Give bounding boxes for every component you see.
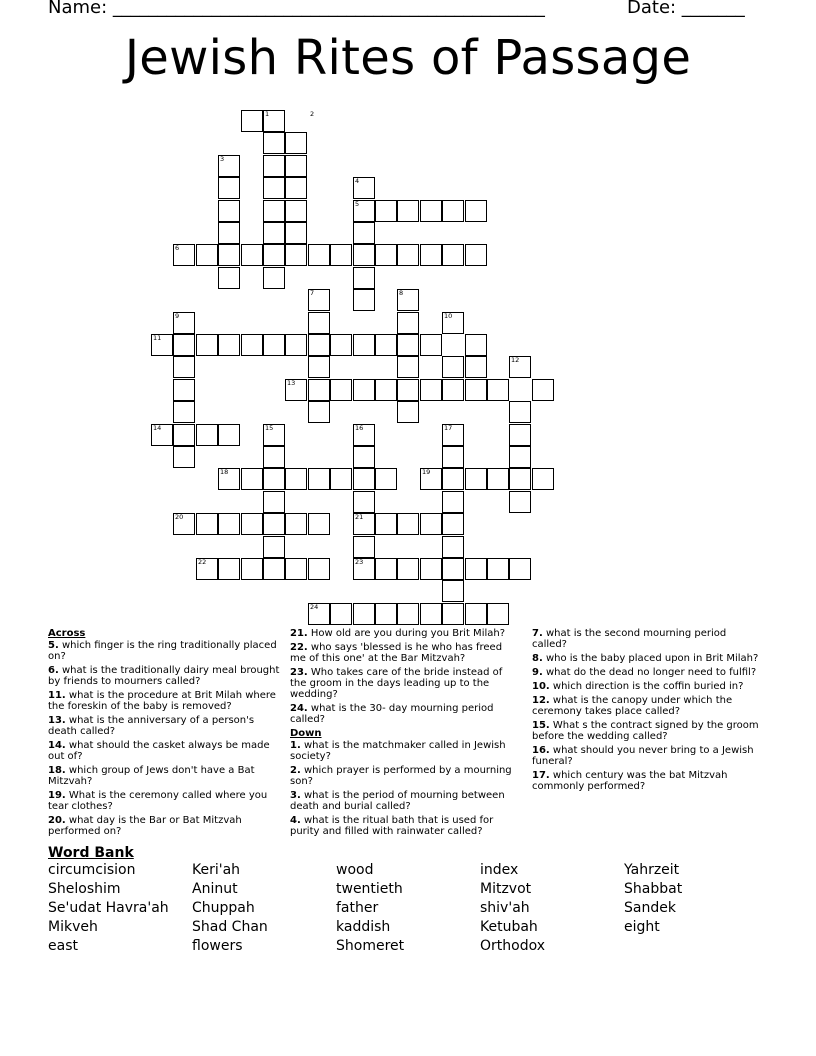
clue-number: 8 (399, 289, 404, 297)
clue-text: which century was the bat Mitzvah commonly performed? (532, 770, 728, 792)
grid-cell[interactable] (442, 580, 464, 602)
grid-cell[interactable] (465, 379, 487, 401)
word-bank-word: eight (624, 919, 660, 935)
grid-cell[interactable] (330, 244, 352, 266)
grid-cell[interactable] (218, 200, 240, 222)
clue-num: 20. (48, 815, 66, 826)
grid-cell[interactable] (263, 491, 285, 513)
clue (290, 790, 520, 812)
word-bank-word: Chuppah (192, 900, 255, 916)
clue-text: what is the matchmaker called in Jewish society? (290, 740, 506, 762)
grid-cell[interactable] (285, 177, 307, 199)
clue-num: 9. (532, 667, 543, 678)
grid-cell[interactable] (353, 267, 375, 289)
grid-cell[interactable] (375, 603, 397, 625)
clue-number: 5 (355, 200, 360, 208)
grid-cell[interactable] (173, 401, 195, 423)
grid-cell[interactable] (532, 468, 554, 490)
grid-cell[interactable] (420, 200, 442, 222)
clue (48, 790, 280, 812)
grid-cell[interactable] (420, 603, 442, 625)
grid-cell[interactable] (263, 513, 285, 535)
grid-cell[interactable] (532, 379, 554, 401)
clue-num: 16. (532, 745, 550, 756)
grid-cell[interactable] (465, 468, 487, 490)
grid-cell[interactable] (241, 558, 263, 580)
clue-number: 11 (153, 334, 162, 342)
word-bank-word: index (480, 862, 519, 878)
grid-cell[interactable] (263, 244, 285, 266)
clue-column-2 (290, 628, 520, 840)
clue (532, 770, 764, 792)
clue-num: 1. (290, 740, 301, 751)
clue-text: what should you never bring to a Jewish funeral? (532, 745, 754, 767)
grid-cell[interactable] (442, 446, 464, 468)
clue-number: 12 (511, 356, 520, 364)
clue-number: 17 (444, 424, 453, 432)
clue-text: what is the second mourning period called? (532, 628, 727, 650)
grid-cell[interactable] (465, 244, 487, 266)
grid-cell[interactable] (353, 379, 375, 401)
grid-cell[interactable] (397, 558, 419, 580)
word-bank (48, 845, 788, 954)
word-bank-word: Orthodox (480, 938, 546, 954)
grid-cell[interactable] (442, 491, 464, 513)
word-bank-word: Mikveh (48, 919, 98, 935)
grid-cell[interactable] (218, 244, 240, 266)
clue (48, 765, 280, 787)
clue-text: What s the contract signed by the groom before the wedding called? (532, 720, 759, 742)
grid-cell[interactable] (509, 401, 531, 423)
clue (532, 653, 764, 664)
word-bank-word: Aninut (192, 881, 238, 897)
name-field[interactable]: Name: ________________________________________________ (48, 0, 545, 18)
clue-number: 16 (355, 424, 364, 432)
grid-cell[interactable] (375, 513, 397, 535)
clue-num: 24. (290, 703, 308, 714)
grid-cell[interactable] (397, 379, 419, 401)
grid-cell[interactable] (218, 558, 240, 580)
grid-cell[interactable] (263, 200, 285, 222)
grid-cell[interactable] (285, 200, 307, 222)
word-bank-word: Ketubah (480, 919, 538, 935)
word-bank-word: Se'udat Havra'ah (48, 900, 169, 916)
clue-number: 20 (175, 513, 184, 521)
grid-cell[interactable] (285, 468, 307, 490)
clue-number: 10 (444, 312, 453, 320)
grid-cell[interactable] (509, 558, 531, 580)
clue-num: 22. (290, 642, 308, 653)
grid-cell[interactable] (353, 491, 375, 513)
grid-cell[interactable] (173, 356, 195, 378)
clue-column-3 (532, 628, 764, 795)
grid-cell[interactable] (218, 222, 240, 244)
clue-text: what should the casket always be made out of? (48, 740, 270, 762)
clue (290, 703, 520, 725)
word-bank-word: circumcision (48, 862, 136, 878)
grid-cell[interactable] (308, 379, 330, 401)
grid-cell[interactable] (308, 401, 330, 423)
grid-cell[interactable] (442, 379, 464, 401)
clue-num: 6. (48, 665, 59, 676)
clue-num: 7. (532, 628, 543, 639)
clue (532, 695, 764, 717)
grid-cell[interactable] (241, 334, 263, 356)
clue (48, 640, 280, 662)
grid-cell[interactable] (487, 603, 509, 625)
clue (48, 740, 280, 762)
grid-cell[interactable] (397, 334, 419, 356)
word-bank-word: Shabbat (624, 881, 683, 897)
grid-cell[interactable] (353, 289, 375, 311)
grid-cell[interactable] (442, 356, 464, 378)
grid-cell[interactable] (263, 558, 285, 580)
grid-cell[interactable] (173, 424, 195, 446)
clue-num: 19. (48, 790, 66, 801)
clue-number: 23 (355, 558, 364, 566)
grid-cell[interactable] (487, 468, 509, 490)
clue-number: 13 (287, 379, 296, 387)
clue (290, 667, 520, 700)
word-bank-word: twentieth (336, 881, 403, 897)
grid-cell[interactable] (375, 244, 397, 266)
grid-cell[interactable] (442, 200, 464, 222)
grid-cell[interactable] (442, 513, 464, 535)
grid-cell[interactable] (285, 155, 307, 177)
clue-num: 13. (48, 715, 66, 726)
word-bank-list (48, 862, 788, 962)
grid-cell[interactable] (218, 334, 240, 356)
grid-cell[interactable] (375, 379, 397, 401)
clue-num: 2. (290, 765, 301, 776)
clues-section (0, 628, 816, 843)
grid-cell[interactable] (196, 424, 218, 446)
clue-text: what day is the Bar or Bat Mitzvah performed on? (48, 815, 242, 837)
clue-num: 17. (532, 770, 550, 781)
grid-cell[interactable] (308, 356, 330, 378)
grid-cell[interactable] (509, 424, 531, 446)
clue-number: 6 (175, 244, 180, 252)
grid-cell[interactable] (420, 513, 442, 535)
clue-number: 15 (265, 424, 274, 432)
grid-cell[interactable] (196, 244, 218, 266)
grid-cell[interactable] (420, 379, 442, 401)
grid-cell[interactable] (397, 356, 419, 378)
word-bank-word: Shomeret (336, 938, 405, 954)
clue (290, 628, 520, 639)
clue-num: 14. (48, 740, 66, 751)
grid-cell[interactable] (420, 558, 442, 580)
clue-number: 21 (355, 513, 364, 521)
word-bank-word: Sheloshim (48, 881, 121, 897)
clue (290, 740, 520, 762)
grid-cell[interactable] (375, 334, 397, 356)
grid-cell[interactable] (397, 603, 419, 625)
grid-cell[interactable] (509, 468, 531, 490)
clue-num: 23. (290, 667, 308, 678)
clue (532, 745, 764, 767)
grid-cell[interactable] (263, 177, 285, 199)
grid-cell[interactable] (442, 244, 464, 266)
clue-num: 18. (48, 765, 66, 776)
date-field[interactable]: Date: _______ (627, 0, 745, 18)
grid-cell[interactable] (375, 468, 397, 490)
grid-cell[interactable] (285, 334, 307, 356)
grid-cell[interactable] (263, 446, 285, 468)
grid-cell[interactable] (308, 468, 330, 490)
clue-heading: Down (290, 728, 322, 739)
clue (48, 815, 280, 837)
grid-cell[interactable] (218, 177, 240, 199)
grid-cell[interactable] (442, 536, 464, 558)
grid-cell[interactable] (196, 513, 218, 535)
clue-num: 12. (532, 695, 550, 706)
clue-number: 9 (175, 312, 180, 320)
clue-text: what is the 30- day mourning period called? (290, 703, 494, 725)
grid-cell[interactable] (285, 244, 307, 266)
grid-cell[interactable] (397, 200, 419, 222)
grid-cell[interactable] (218, 513, 240, 535)
grid-cell[interactable] (196, 334, 218, 356)
clue-text: Who takes care of the bride instead of the groom in the days leading up to the wedding? (290, 667, 503, 700)
clue-num: 15. (532, 720, 550, 731)
grid-cell[interactable] (218, 267, 240, 289)
grid-cell[interactable] (509, 491, 531, 513)
grid-cell[interactable] (263, 536, 285, 558)
clue-number: 18 (220, 468, 229, 476)
clue-num: 5. (48, 640, 59, 651)
grid-cell[interactable] (263, 334, 285, 356)
clue (48, 665, 280, 687)
word-bank-word: Sandek (624, 900, 676, 916)
clue-number: 2 (310, 110, 315, 118)
clue-text: what is the procedure at Brit Milah where the foreskin of the baby is removed? (48, 690, 276, 712)
grid-cell[interactable] (353, 446, 375, 468)
clue (290, 815, 520, 837)
grid-cell[interactable] (442, 468, 464, 490)
grid-cell[interactable] (263, 132, 285, 154)
word-bank-word: kaddish (336, 919, 391, 935)
word-bank-word: wood (336, 862, 374, 878)
grid-cell[interactable] (465, 603, 487, 625)
clue-column-1 (48, 628, 280, 840)
clue-number: 19 (422, 468, 431, 476)
clue-text: which prayer is performed by a mourning son? (290, 765, 512, 787)
grid-cell[interactable] (353, 334, 375, 356)
clue-number: 14 (153, 424, 162, 432)
clue (532, 681, 764, 692)
grid-cell[interactable] (397, 401, 419, 423)
grid-cell[interactable] (241, 468, 263, 490)
grid-cell[interactable] (420, 244, 442, 266)
word-bank-word: Keri'ah (192, 862, 241, 878)
grid-cell[interactable] (442, 558, 464, 580)
grid-cell[interactable] (285, 513, 307, 535)
grid-cell[interactable] (353, 536, 375, 558)
grid-cell[interactable] (308, 558, 330, 580)
word-bank-word: Mitzvot (480, 881, 532, 897)
clue-number: 7 (310, 289, 315, 297)
clue-text: which finger is the ring traditionally placed on? (48, 640, 277, 662)
grid-cell[interactable] (285, 132, 307, 154)
word-bank-word: flowers (192, 938, 243, 954)
grid-cell[interactable] (173, 379, 195, 401)
grid-cell[interactable] (173, 446, 195, 468)
grid-cell[interactable] (465, 334, 487, 356)
clue (48, 690, 280, 712)
grid-cell[interactable] (465, 356, 487, 378)
clue-text: what is the traditionally dairy meal brought by friends to mourners called? (48, 665, 280, 687)
clue-heading: Across (48, 628, 86, 639)
clue-number: 24 (310, 603, 319, 611)
grid-cell[interactable] (241, 244, 263, 266)
grid-cell[interactable] (308, 312, 330, 334)
word-bank-word: Yahrzeit (624, 862, 680, 878)
grid-cell[interactable] (241, 110, 263, 132)
clue-number: 4 (355, 177, 360, 185)
clue-text: what is the anniversary of a person's death called? (48, 715, 255, 737)
word-bank-word: Shad Chan (192, 919, 268, 935)
clue-text: what is the ritual bath that is used for purity and filled with rainwater called? (290, 815, 494, 837)
grid-cell[interactable] (353, 468, 375, 490)
grid-cell[interactable] (353, 222, 375, 244)
grid-cell[interactable] (465, 200, 487, 222)
clue-num: 21. (290, 628, 308, 639)
clue-text: what do the dead no longer need to fulfil? (542, 667, 757, 678)
grid-cell[interactable] (420, 334, 442, 356)
word-bank-word: father (336, 900, 379, 916)
clue-num: 8. (532, 653, 543, 664)
grid-cell[interactable] (173, 334, 195, 356)
clue (532, 720, 764, 742)
grid-cell[interactable] (308, 513, 330, 535)
grid-cell[interactable] (442, 603, 464, 625)
grid-cell[interactable] (375, 200, 397, 222)
grid-cell[interactable] (330, 334, 352, 356)
clue-num: 3. (290, 790, 301, 801)
clue-number: 3 (220, 155, 225, 163)
clue-text: what is the period of mourning between death and burial called? (290, 790, 505, 812)
clue-text: What is the ceremony called where you tear clothes? (48, 790, 268, 812)
clue-text: How old are you during you Brit Milah? (307, 628, 506, 639)
clue (532, 667, 764, 678)
grid-cell[interactable] (465, 558, 487, 580)
clue (532, 628, 764, 650)
clue-text: who says 'blessed is he who has freed me of this one' at the Bar Mitzvah? (290, 642, 503, 664)
grid-cell[interactable] (263, 155, 285, 177)
grid-cell[interactable] (353, 603, 375, 625)
clue (290, 642, 520, 664)
grid-cell[interactable] (308, 334, 330, 356)
grid-cell[interactable] (285, 558, 307, 580)
grid-cell[interactable] (218, 424, 240, 446)
grid-cell[interactable] (263, 267, 285, 289)
clue-text: what is the canopy under which the ceremony takes place called? (532, 695, 733, 717)
grid-cell[interactable] (397, 513, 419, 535)
grid-cell[interactable] (397, 244, 419, 266)
grid-cell[interactable] (509, 446, 531, 468)
grid-cell[interactable] (263, 222, 285, 244)
clue-num: 11. (48, 690, 66, 701)
word-bank-word: shiv'ah (480, 900, 530, 916)
clue (48, 715, 280, 737)
clue-text: who is the baby placed upon in Brit Milah? (542, 653, 759, 664)
clue (290, 765, 520, 787)
grid-cell[interactable] (308, 244, 330, 266)
clue-number: 1 (265, 110, 270, 118)
grid-cell[interactable] (375, 558, 397, 580)
word-bank-word: east (48, 938, 78, 954)
grid-cell[interactable] (353, 244, 375, 266)
grid-cell[interactable] (263, 468, 285, 490)
grid-cell[interactable] (487, 379, 509, 401)
grid-cell[interactable] (330, 379, 352, 401)
page-title: Jewish Rites of Passage (124, 30, 692, 86)
clue-num: 10. (532, 681, 550, 692)
grid-cell[interactable] (241, 513, 263, 535)
clue-text: which direction is the coffin buried in? (549, 681, 744, 692)
word-bank-title: Word Bank (48, 845, 134, 861)
clue-num: 4. (290, 815, 301, 826)
grid-cell[interactable] (285, 222, 307, 244)
clue-number: 22 (198, 558, 207, 566)
grid-cell[interactable] (397, 312, 419, 334)
grid-cell[interactable] (330, 603, 352, 625)
clue-text: which group of Jews don't have a Bat Mitzvah? (48, 765, 255, 787)
grid-cell[interactable] (330, 468, 352, 490)
grid-cell[interactable] (487, 558, 509, 580)
